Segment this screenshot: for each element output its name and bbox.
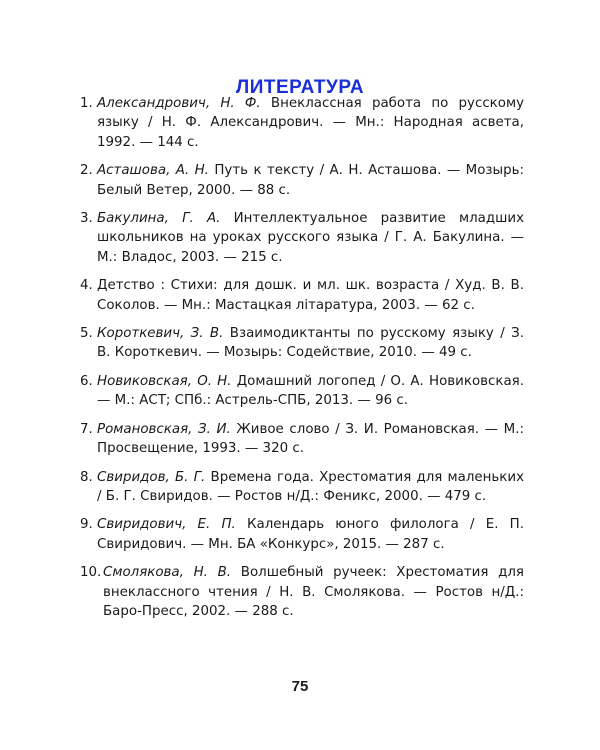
reference-text: Интеллектуальное развитие младших школьников на уроках русского языка / Г. А. Бакулина. — М.: Владос, 2003. — 215 с.: [97, 211, 525, 265]
reference-author: Бакулина, Г. А.: [97, 211, 221, 227]
reference-number: 3.: [80, 211, 93, 227]
reference-number: 6.: [80, 373, 93, 389]
page-title: ЛИТЕРАТУРА: [235, 76, 365, 98]
reference-text: Внеклассная работа по русскому языку / Н. Ф. Александрович. — Мн.: Народная асвета, 1992. — 144 с.: [97, 96, 524, 150]
reference-item: [80, 161, 524, 200]
reference-author: Новиковская, О. Н.: [97, 373, 232, 389]
reference-number: 5.: [80, 326, 93, 342]
reference-number: 1.: [80, 96, 93, 111]
reference-number: 7.: [80, 421, 93, 437]
reference-text: Времена года. Хрестоматия для маленьких / Б. Г. Свиридов. — Ростов н/Д.: Феникс, 2000. — 479 с.: [97, 469, 524, 504]
reference-item: [80, 563, 524, 621]
reference-text: Путь к тексту / А. Н. Асташова. — Мозырь: Белый Ветер, 2000. — 88 с.: [97, 163, 524, 198]
reference-item: [80, 209, 524, 267]
reference-text: Взаимодиктанты по русскому языку / З. В. Короткевич. — Мозырь: Содействие, 2010. — 49 с.: [97, 326, 524, 361]
reference-number: 8.: [80, 469, 93, 485]
reference-number: 10.: [80, 565, 102, 581]
reference-author: Короткевич, З. В.: [97, 326, 224, 342]
reference-text: Волшебный ручеек: Хрестоматия для внеклассного чтения / Н. В. Смолякова. — Ростов н/Д.: Баро-Пресс, 2002. — 288 с.: [103, 565, 524, 619]
reference-item: [80, 94, 524, 152]
reference-author: Свиридов, Б. Г.: [97, 469, 206, 485]
reference-item: [80, 468, 524, 507]
reference-item: [80, 276, 524, 315]
reference-author: Романовская, З. И.: [97, 421, 231, 437]
reference-author: Асташова, А. Н.: [97, 163, 209, 179]
reference-item: [80, 515, 524, 554]
reference-item: [80, 372, 524, 411]
reference-number: 9.: [80, 517, 93, 533]
reference-text: Календарь юного филолога / Е. П. Свиридович. — Мн. БА «Конкурс», 2015. — 287 с.: [97, 517, 524, 552]
reference-number: 4.: [80, 278, 93, 294]
reference-author: Александрович, Н. Ф.: [97, 96, 261, 111]
reference-text: Детство : Стихи: для дошк. и мл. шк. возраста / Худ. В. В. Соколов. — Мн.: Мастацкая літаратура, 2003. — 62 с.: [97, 278, 524, 313]
reference-text: Живое слово / З. И. Романовская. — М.: Просвещение, 1993. — 320 с.: [97, 421, 525, 457]
reference-author: Смолякова, Н. В.: [103, 565, 232, 581]
reference-number: 2.: [80, 163, 93, 179]
reference-item: [80, 420, 524, 459]
reference-list: [80, 94, 524, 630]
reference-item: [80, 324, 524, 363]
reference-author: Свиридович, Е. П.: [97, 517, 236, 533]
page-number: 75: [291, 678, 309, 695]
reference-text: Домашний логопед / О. А. Новиковская. — М.: АСТ; СПб.: Астрель-СПБ, 2013. — 96 с.: [97, 373, 524, 409]
